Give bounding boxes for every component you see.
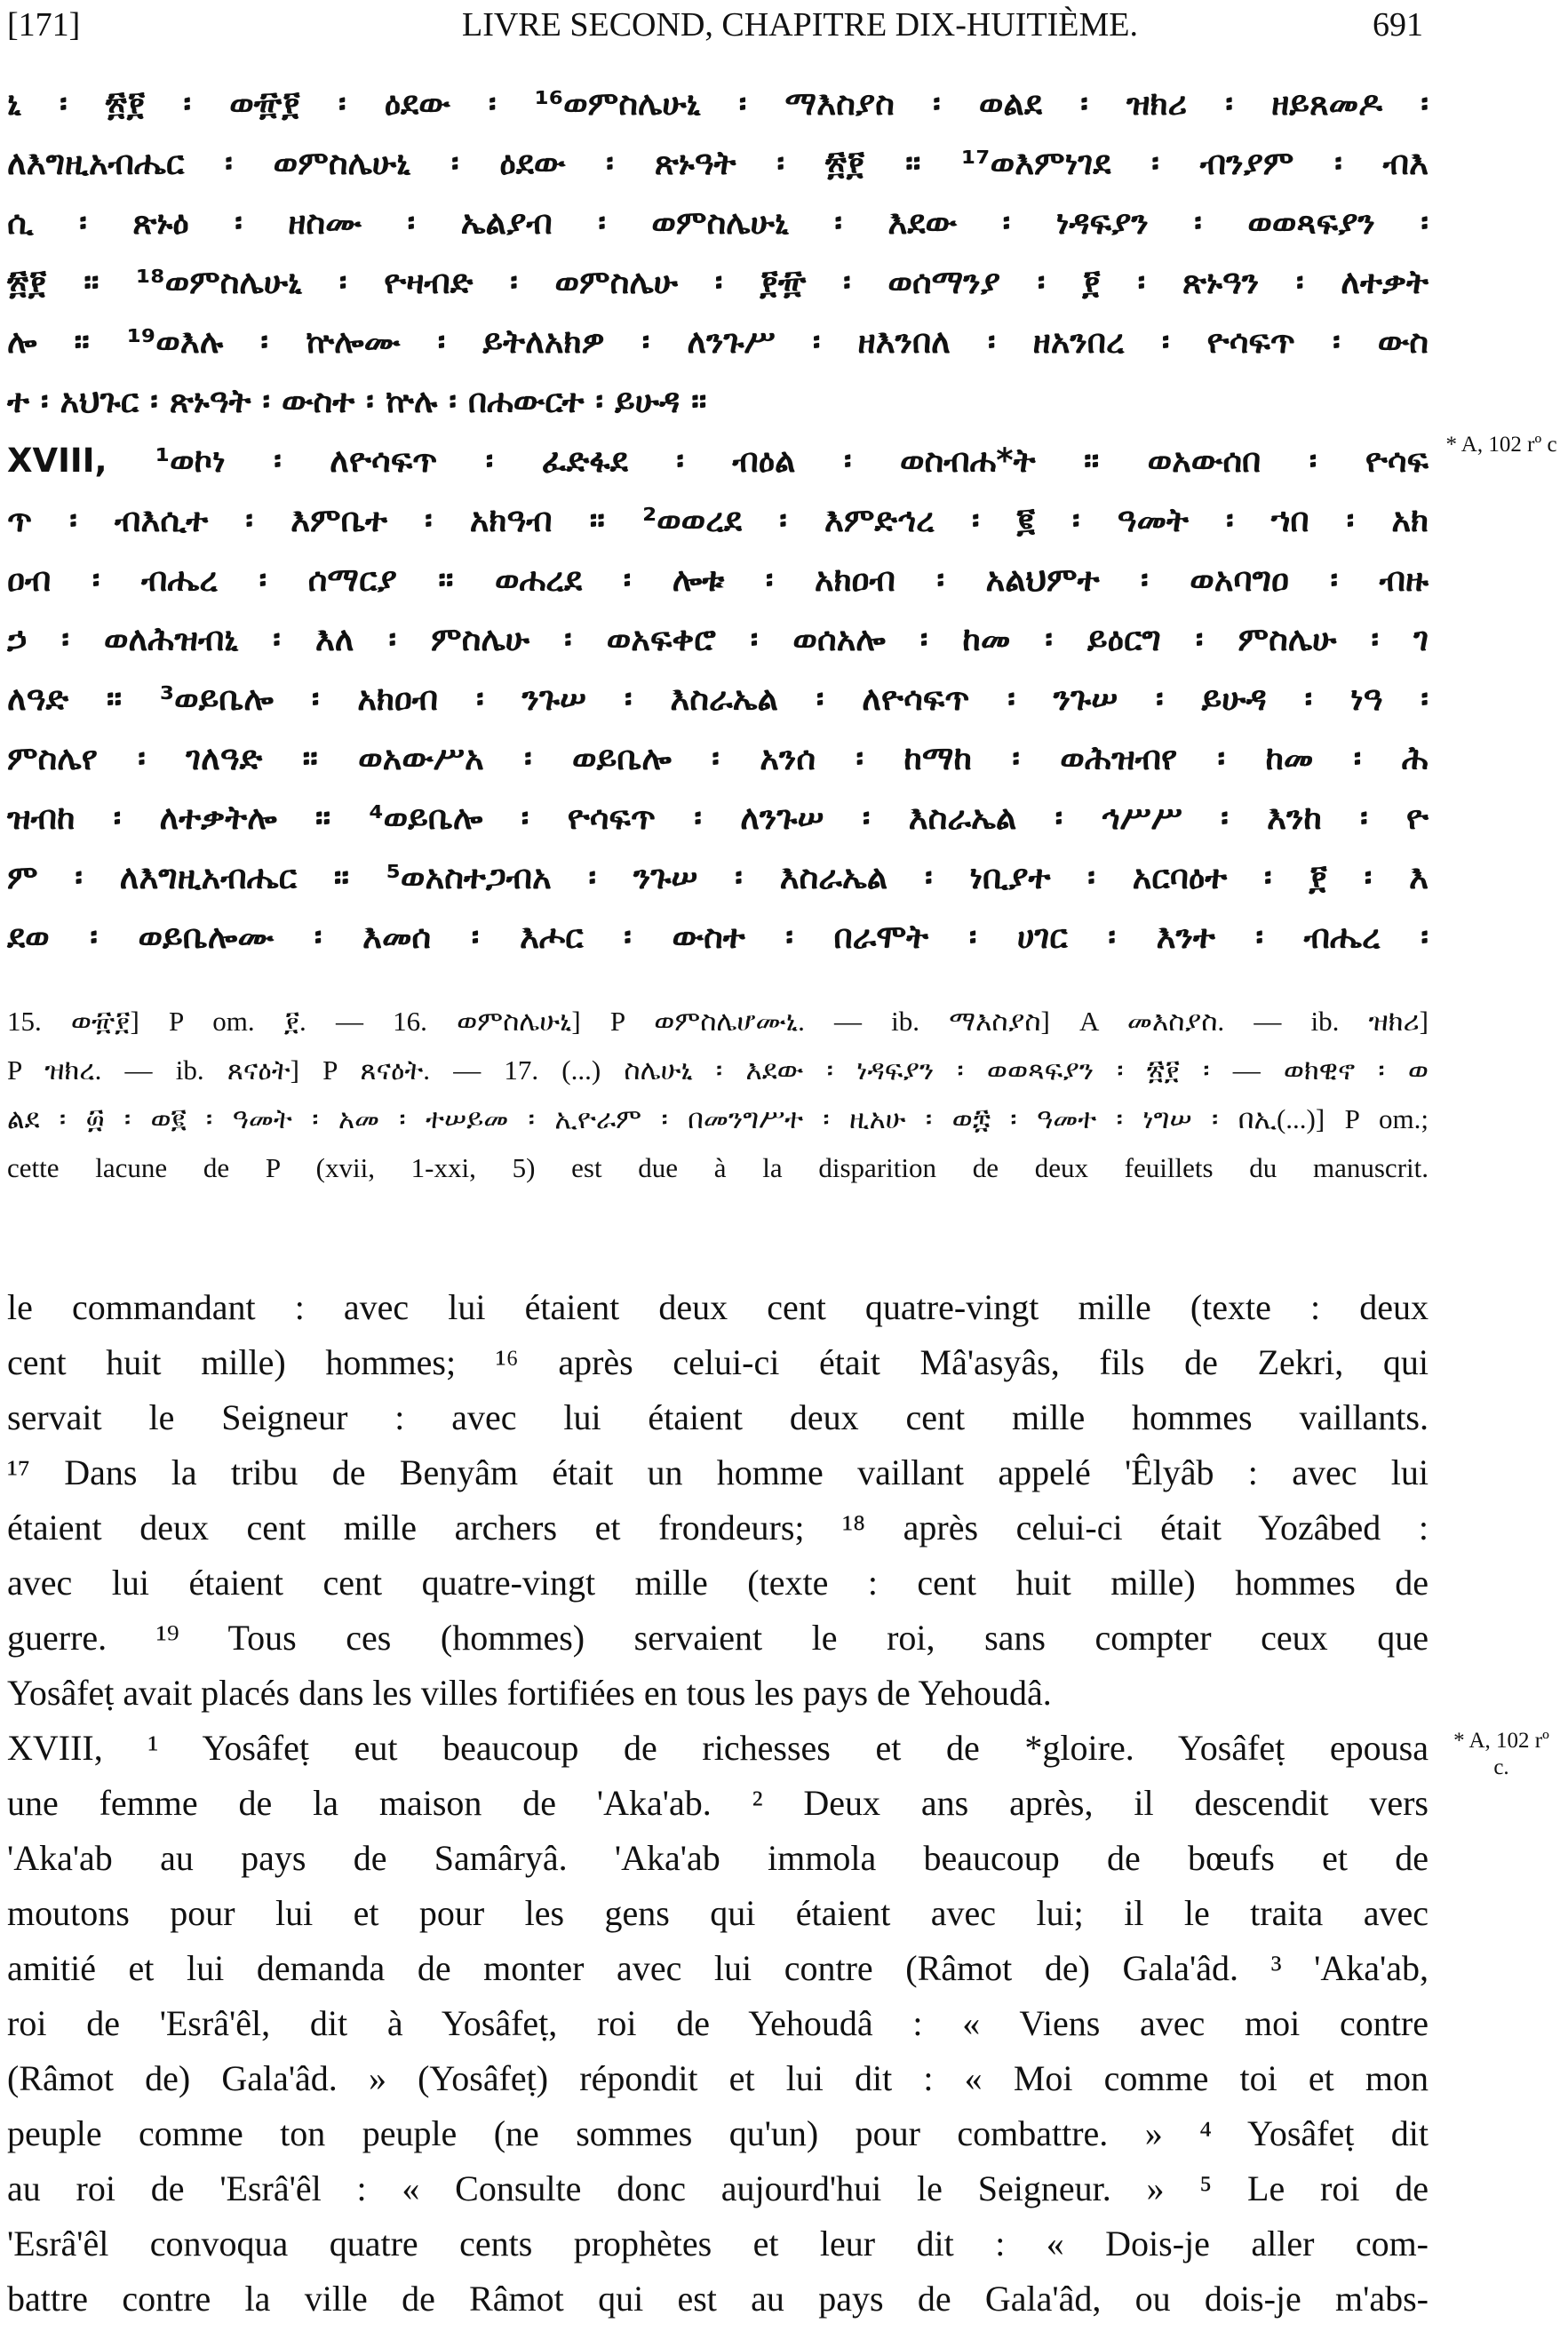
ethiopic-line: ደወ ፡ ወይቤሎሙ ፡ እመሰ ፡ እሖር ፡ ውስተ ፡ በራሞት ፡ ሀገር ፡ እንተ ፡ ብሔረ ፡ bbox=[7, 918, 1429, 956]
french-line: au roi de 'Esrâ'êl : « Consulte donc aujourd'hui le Seigneur. » ⁵ Le roi de bbox=[7, 2168, 1429, 2208]
ethiopic-line: ምስሌየ ፡ ገለዓድ ። ወአውሥአ ፡ ወይቤሎ ፡ አንሰ ፡ ከማከ ፡ ወሕዝብየ ፡ ከመ ፡ ሕ bbox=[7, 739, 1429, 777]
footnote-line: ልደ ፡ ፴ ፡ ወ፪ ፡ ዓመት ፡ አመ ፡ ተሠይመ ፡ ኢዮራም ፡ በመንግሥተ ፡ ዚአሁ ፡ ወ፰ ፡ ዓመተ ፡ ነግሠ ፡ በኢ(...)] P om.; bbox=[7, 1103, 1429, 1134]
ethiopic-line: ኃ ፡ ወለሕዝብኒ ፡ እለ ፡ ምስሌሁ ፡ ወአፍቀሮ ፡ ወሰአሎ ፡ ከመ ፡ ይዕርግ ፡ ምስሌሁ ፡ ገ bbox=[7, 620, 1429, 658]
french-line: 'Esrâ'êl convoqua quatre cents prophètes et leur dit : « Dois-je aller com- bbox=[7, 2224, 1429, 2263]
french-line: cent huit mille) hommes; ¹⁶ après celui-ci était Mâ'asyâs, fils de Zekri, qui bbox=[7, 1342, 1429, 1382]
french-line: servait le Seigneur : avec lui étaient deux cent mille hommes vaillants. bbox=[7, 1397, 1429, 1437]
ethiopic-line: ዐብ ፡ ብሔረ ፡ ሰማርያ ። ወሐረደ ፡ ሎቱ ፡ አክዐብ ፡ አልህምተ ፡ ወአባግዐ ፡ ብዙ bbox=[7, 561, 1429, 599]
french-line: une femme de la maison de 'Aka'ab. ² Deux ans après, il descendit vers bbox=[7, 1783, 1429, 1823]
ethiopic-line: ጥ ፡ ብእሲተ ፡ እምቤተ ፡ አክዓብ ። ²ወወረደ ፡ እምድኅረ ፡ ፪ ፡ ዓመት ፡ ኀበ ፡ አክ bbox=[7, 501, 1429, 539]
ethiopic-line: ለእግዚአብሔር ፡ ወምስሌሁኒ ፡ ዕደው ፡ ጽኑዓት ፡ ፳፻ ። ¹⁷ወእምነገደ ፡ ብንያም ፡ ብእ bbox=[7, 144, 1429, 182]
ethiopic-line: ኒ ፡ ፳፻ ፡ ወ፹፻ ፡ ዕደው ፡ ¹⁶ወምስሌሁኒ ፡ ማእስያስ ፡ ወልደ ፡ ዝክሪ ፡ ዘይጸመዶ ፡ bbox=[7, 84, 1429, 123]
french-line: (Râmot de) Gala'âd. » (Yosâfeṭ) répondit et lui dit : « Moi comme toi et mon bbox=[7, 2058, 1429, 2098]
ethiopic-line: ሎ ። ¹⁹ወእሉ ፡ ኵሎሙ ፡ ይትለአክዎ ፡ ለንጉሥ ፡ ዘእንበለ ፡ ዘአንበረ ፡ ዮሳፍጥ ፡ ውስ bbox=[7, 322, 1429, 361]
french-line: Yosâfeṭ avait placés dans les villes fortifiées en tous les pays de Yehoudâ. bbox=[7, 1673, 1052, 1713]
french-line: peuple comme ton peuple (ne sommes qu'un) pour combattre. » ⁴ Yosâfeṭ dit bbox=[7, 2113, 1429, 2153]
ethiopic-line: ፳፻ ። ¹⁸ወምስሌሁኒ ፡ ዮዛብድ ፡ ወምስሌሁ ፡ ፻፹ ፡ ወሰማንያ ፡ ፻ ፡ ጽኑዓን ፡ ለተቃት bbox=[7, 263, 1429, 301]
french-line: guerre. ¹⁹ Tous ces (hommes) servaient le roi, sans compter ceux que bbox=[7, 1618, 1429, 1658]
footnote-line: 15. ወ፹፻] P om. ፻. — 16. ወምስሌሁኒ] P ወምስሌሆሙኒ. — ib. ማእስያስ] A መእስያስ. — ib. ዝክሪ] bbox=[7, 1006, 1429, 1037]
ethiopic-line: XVIII, ¹ወኮነ ፡ ለዮሳፍጥ ፡ ፈድፋደ ፡ ብዕል ፡ ወስብሐ*ት ። ወአውሰበ ፡ ዮሳፍ bbox=[7, 442, 1429, 480]
french-line: ¹⁷ Dans la tribu de Benyâm était un homme vaillant appelé 'Êlyâb : avec lui bbox=[7, 1452, 1429, 1492]
bracketed-page-ref: [171] bbox=[7, 6, 81, 44]
french-line: étaient deux cent mille archers et frondeurs; ¹⁸ après celui-ci était Yozâbed : bbox=[7, 1508, 1429, 1547]
ethiopic-line: ሲ ፡ ጽኑዕ ፡ ዘስሙ ፡ ኤልያብ ፡ ወምስሌሁኒ ፡ እደው ፡ ነዳፍያን ፡ ወወጻፍያን ፡ bbox=[7, 203, 1429, 242]
ethiopic-line: ተ ፡ አህጉር ፡ ጽኑዓት ፡ ውስተ ፡ ኵሉ ፡ በሐውርተ ፡ ይሁዳ ። bbox=[7, 382, 707, 420]
footnote-line: cette lacune de P (xvii, 1-xxi, 5) est due à la disparition de deux feuillets du manuscrit. bbox=[7, 1152, 1429, 1183]
french-line: amitié et lui demanda de monter avec lui contre (Râmot de) Gala'âd. ³ 'Aka'ab, bbox=[7, 1948, 1429, 1988]
footnote-line: P ዝክረ. — ib. ጸናዕት] P ጸናዕት. — 17. (...) ስሌሁኒ ፡ እደው ፡ ነዳፍያን ፡ ወወጻፍያን ፡ ፳፻ ፡ — ወክዊኖ ፡ ወ bbox=[7, 1054, 1429, 1086]
french-line: 'Aka'ab au pays de Samâryâ. 'Aka'ab immola beaucoup de bœufs et de bbox=[7, 1838, 1429, 1878]
running-title: LIVRE SECOND, CHAPITRE DIX-HUITIÈME. bbox=[462, 6, 1138, 44]
french-line: roi de 'Esrâ'êl, dit à Yosâfeṭ, roi de Yehoudâ : « Viens avec moi contre bbox=[7, 2003, 1429, 2043]
french-line: moutons pour lui et pour les gens qui étaient avec lui; il le traita avec bbox=[7, 1893, 1429, 1933]
ethiopic-line: ዝብከ ፡ ለተቃትሎ ። ⁴ወይቤሎ ፡ ዮሳፍጥ ፡ ለንጉሠ ፡ እስራኤል ፡ ኅሥሥ ፡ እንከ ፡ ዮ bbox=[7, 799, 1429, 837]
french-line: le commandant : avec lui étaient deux cent quatre-vingt mille (texte : deux bbox=[7, 1287, 1429, 1327]
page-number: 691 bbox=[1373, 6, 1423, 44]
french-line: battre contre la ville de Râmot qui est au pays de Gala'âd, ou dois-je m'abs- bbox=[7, 2279, 1429, 2319]
ethiopic-line: ለዓድ ። ³ወይቤሎ ፡ አክዐብ ፡ ንጉሠ ፡ እስራኤል ፡ ለዮሳፍጥ ፡ ንጉሠ ፡ ይሁዳ ፡ ነዓ ፡ bbox=[7, 680, 1429, 718]
margin-note-french: * A, 102 rº c. bbox=[1453, 1729, 1549, 1779]
margin-note-ethiopic: * A, 102 rº c bbox=[1445, 433, 1557, 457]
french-line: avec lui étaient cent quatre-vingt mille (texte : cent huit mille) hommes de bbox=[7, 1563, 1429, 1603]
french-line: XVIII, ¹ Yosâfeṭ eut beaucoup de richesses et de *gloire. Yosâfeṭ epousa bbox=[7, 1728, 1429, 1768]
ethiopic-line: ም ፡ ለእግዚአብሔር ። ⁵ወአስተጋብአ ፡ ንጉሠ ፡ እስራኤል ፡ ነቢያተ ፡ አርባዕተ ፡ ፻ ፡ እ bbox=[7, 858, 1429, 896]
